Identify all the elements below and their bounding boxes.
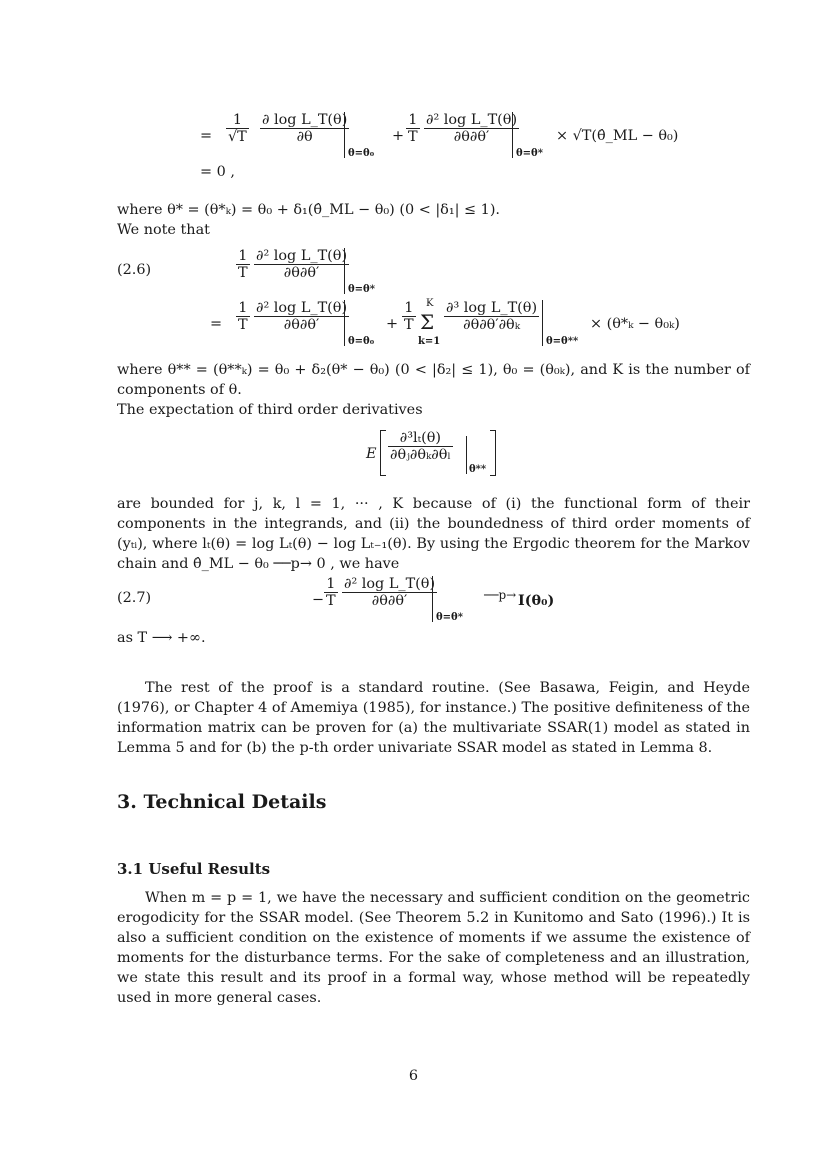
equation-label-2-6: (2.6) (117, 262, 152, 278)
frac: $\frac{\text{∂² log L\_T(θ)}}{\partial\theta\partial\theta'}$ (256, 248, 348, 281)
eq-minus: − (312, 592, 325, 608)
sum-lower: k=1 (418, 336, 441, 347)
eval-subscript: θ=θ** (546, 336, 579, 347)
information-matrix: I(θ₀) (518, 592, 555, 609)
frac: $\frac{1}{T}$ (238, 248, 248, 281)
note-text: We note that (117, 222, 210, 238)
equation-top (200, 112, 700, 172)
rest-of-proof-paragraph: The rest of the proof is a standard routine. (See Basawa, Feigin, and Heyde (1976), or Chapter 4 of Amemiya (1985), for instance.) The positive definiteness of the information matrix can be proven for (a) the multivariate SSAR(1) model as stated in Lemma 5 and for (b) the p-th order univariate SSAR model as stated in Lemma 8. (117, 680, 750, 756)
frac: $\frac{1}{T}$ (238, 300, 248, 333)
equation-2-7 (312, 576, 572, 626)
eval-subscript: θ** (469, 464, 487, 475)
eq-tail: × (θ*ₖ − θ₀ₖ) (590, 316, 680, 332)
frac: $\frac{\text{∂³lₜ(θ)}}{\text{∂θⱼ∂θₖ∂θₗ}}$ (390, 430, 451, 463)
sum-symbol: Σ (420, 310, 435, 334)
left-bracket (380, 430, 386, 476)
equation-2-6-line1 (236, 248, 436, 300)
eq-frac-dlog: $\frac{\text{∂ log L\_T(θ)}}{\partial\theta}$ (262, 112, 348, 145)
expectation-E: E (366, 446, 377, 462)
expectation-equation (366, 430, 526, 486)
equation-top-line2: = 0 , (200, 164, 235, 180)
convergence-arrow: ──p→ (484, 588, 517, 602)
eval-bar (344, 300, 345, 346)
right-bracket (490, 430, 496, 476)
sum-upper: K (426, 298, 434, 309)
eval-bar (466, 436, 467, 474)
eval-subscript: θ=θ* (436, 612, 463, 623)
frac: $\frac{\text{∂² log L\_T(θ)}}{\partial\theta\partial\theta'}$ (344, 576, 436, 609)
eval-bar (344, 112, 345, 158)
eq-frac-d2log: $\frac{\text{∂² log L\_T(θ)}}{\partial\theta\partial\theta'}$ (426, 112, 518, 145)
eq-plus: + (386, 316, 399, 332)
eval-bar (542, 300, 543, 346)
eval-subscript: θ=θ* (516, 148, 543, 159)
equation-2-6-line2 (210, 300, 690, 356)
frac: $\frac{\text{∂³ log L\_T(θ)}}{\text{∂θ∂θ′∂θₖ}}$ (446, 300, 538, 333)
eval-bar (344, 248, 345, 294)
eq-plus: + (392, 128, 405, 144)
eq-lead: = (200, 128, 213, 144)
subsection-title: 3.1 Useful Results (117, 860, 271, 878)
frac: $\frac{1}{T}$ (326, 576, 336, 609)
eval-subscript: θ=θ* (348, 284, 375, 295)
eval-subscript: θ=θ₀ (348, 148, 375, 159)
where-theta-star: where θ* = (θ*ₖ) = θ₀ + δ₁(θ̂_ML − θ₀) (0 < |δ₁| ≤ 1). (117, 202, 501, 218)
eval-subscript: θ=θ₀ (348, 336, 375, 347)
eq-frac-1-sqrtT: $\frac{1}{√T}$ (228, 112, 247, 145)
page-number: 6 (408, 1068, 419, 1084)
as-T-limit: as T ⟶ +∞. (117, 630, 206, 646)
useful-results-paragraph: When m = p = 1, we have the necessary and sufficient condition on the geometric erogodicity for the SSAR model. (See Theorem 5.2 in Kunitomo and Sato (1996).) It is also a sufficient condition on the existence of moments if we assume the existence of moments for the disturbance terms. For the sake of completeness and an illustration, we state this result and its proof in a formal way, whose method will be repeatedly used in more general cases. (117, 890, 750, 1006)
eval-bar (512, 112, 513, 158)
frac: $\frac{1}{T}$ (404, 300, 414, 333)
eq-frac-1-T: $\frac{1}{T}$ (408, 112, 418, 145)
where-theta-double-star: where θ** = (θ**ₖ) = θ₀ + δ₂(θ* − θ₀) (0 < |δ₂| ≤ 1), θ₀ = (θ₀ₖ), and K is the number of components of θ. (117, 362, 750, 398)
eq-equals: = (210, 316, 223, 332)
bounded-paragraph: are bounded for j, k, l = 1, ··· , K because of (i) the functional form of their components in the integrands, and (ii) the boundedness of third order moments of (yₜᵢ), where lₜ(θ) = log Lₜ(θ) − log Lₜ₋₁(θ). By using the Ergodic theorem for the Markov chain and θ̂_ML − θ₀ ──p→ 0 , we have (117, 496, 750, 572)
section-title: 3. Technical Details (117, 791, 327, 813)
frac: $\frac{\text{∂² log L\_T(θ)}}{\partial\theta\partial\theta'}$ (256, 300, 348, 333)
eq-tail: × √T(θ̂_ML − θ₀) (556, 128, 679, 144)
expectation-intro: The expectation of third order derivatives (117, 402, 423, 418)
equation-label-2-7: (2.7) (117, 590, 152, 606)
eval-bar (432, 576, 433, 622)
